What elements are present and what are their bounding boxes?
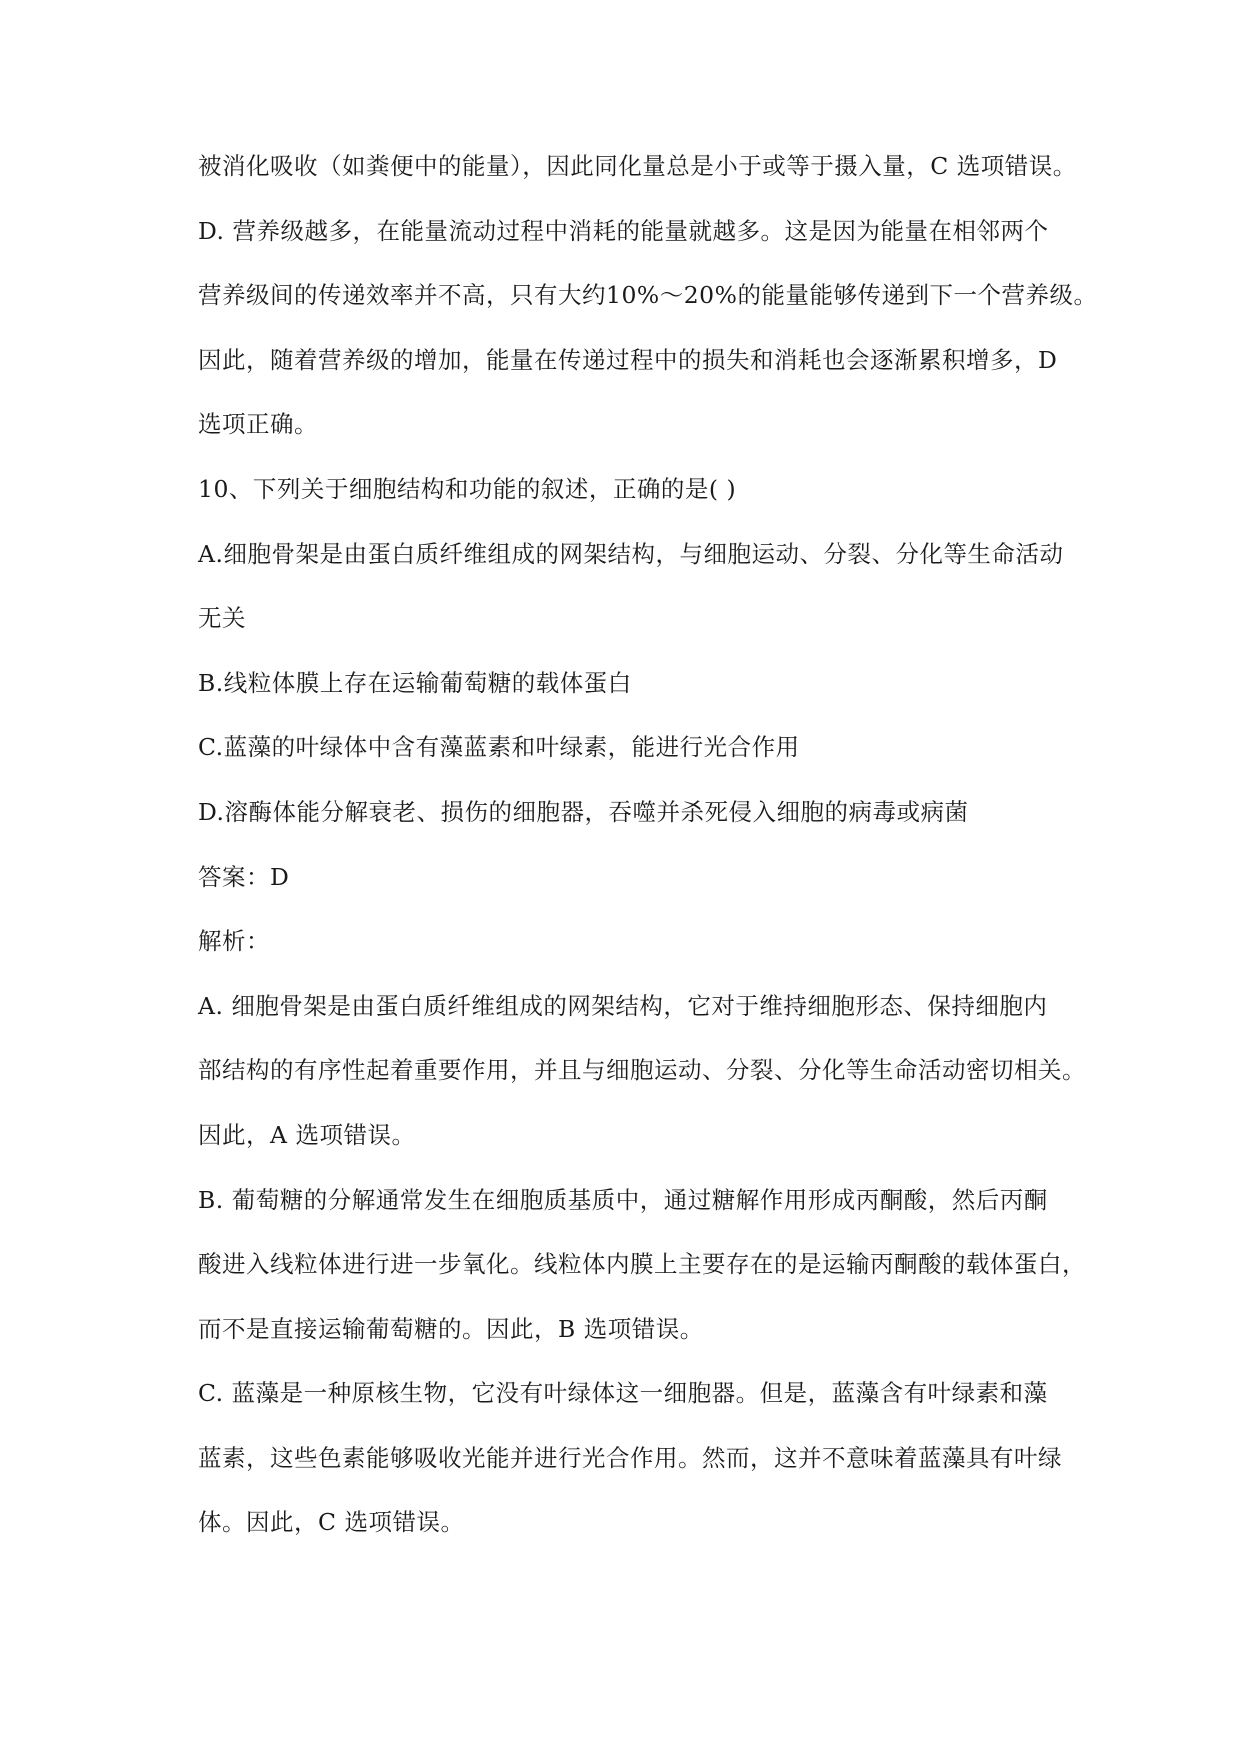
option-c: C.蓝藻的叶绿体中含有藻蓝素和叶绿素，能进行光合作用: [198, 733, 800, 762]
analysis-heading: 解析：: [198, 927, 270, 956]
text-line: A. 细胞骨架是由蛋白质纤维组成的网架结构，它对于维持细胞形态、保持细胞内: [198, 991, 1048, 1020]
text-line: 营养级间的传递效率并不高，只有大约10%～20%的能量能够传递到下一个营养级。: [198, 281, 1098, 310]
text-line: B. 葡萄糖的分解通常发生在细胞质基质中，通过糖解作用形成丙酮酸，然后丙酮: [198, 1185, 1048, 1214]
text-line: 被消化吸收（如粪便中的能量），因此同化量总是小于或等于摄入量，C 选项错误。: [198, 152, 1077, 180]
text-line: 因此，A 选项错误。: [198, 1120, 416, 1149]
question-title: 10、下列关于细胞结构和功能的叙述，正确的是( ): [198, 474, 737, 503]
answer: 答案：D: [198, 862, 290, 891]
option-d: D.溶酶体能分解衰老、损伤的细胞器，吞噬并杀死侵入细胞的病毒或病菌: [198, 797, 969, 826]
text-line: 体。因此，C 选项错误。: [198, 1508, 465, 1537]
text-line: 而不是直接运输葡萄糖的。因此，B 选项错误。: [198, 1314, 704, 1343]
option-a-continued: 无关: [198, 604, 246, 633]
text-line: D. 营养级越多，在能量流动过程中消耗的能量就越多。这是因为能量在相邻两个: [198, 216, 1049, 245]
text-line: 选项正确。: [198, 410, 318, 439]
text-line: C. 蓝藻是一种原核生物，它没有叶绿体这一细胞器。但是，蓝藻含有叶绿素和藻: [198, 1379, 1048, 1408]
text-line: 部结构的有序性起着重要作用，并且与细胞运动、分裂、分化等生命活动密切相关。: [198, 1056, 1086, 1085]
text-line: 酸进入线粒体进行进一步氧化。线粒体内膜上主要存在的是运输丙酮酸的载体蛋白，: [198, 1250, 1086, 1279]
document-body: [198, 142, 1118, 1563]
option-a: A.细胞骨架是由蛋白质纤维组成的网架结构，与细胞运动、分裂、分化等生命活动: [198, 539, 1064, 568]
text-line: 因此，随着营养级的增加，能量在传递过程中的损失和消耗也会逐渐累积增多，D: [198, 345, 1058, 374]
option-b: B.线粒体膜上存在运输葡萄糖的载体蛋白: [198, 668, 632, 697]
text-line: 蓝素，这些色素能够吸收光能并进行光合作用。然而，这并不意味着蓝藻具有叶绿: [198, 1443, 1062, 1472]
